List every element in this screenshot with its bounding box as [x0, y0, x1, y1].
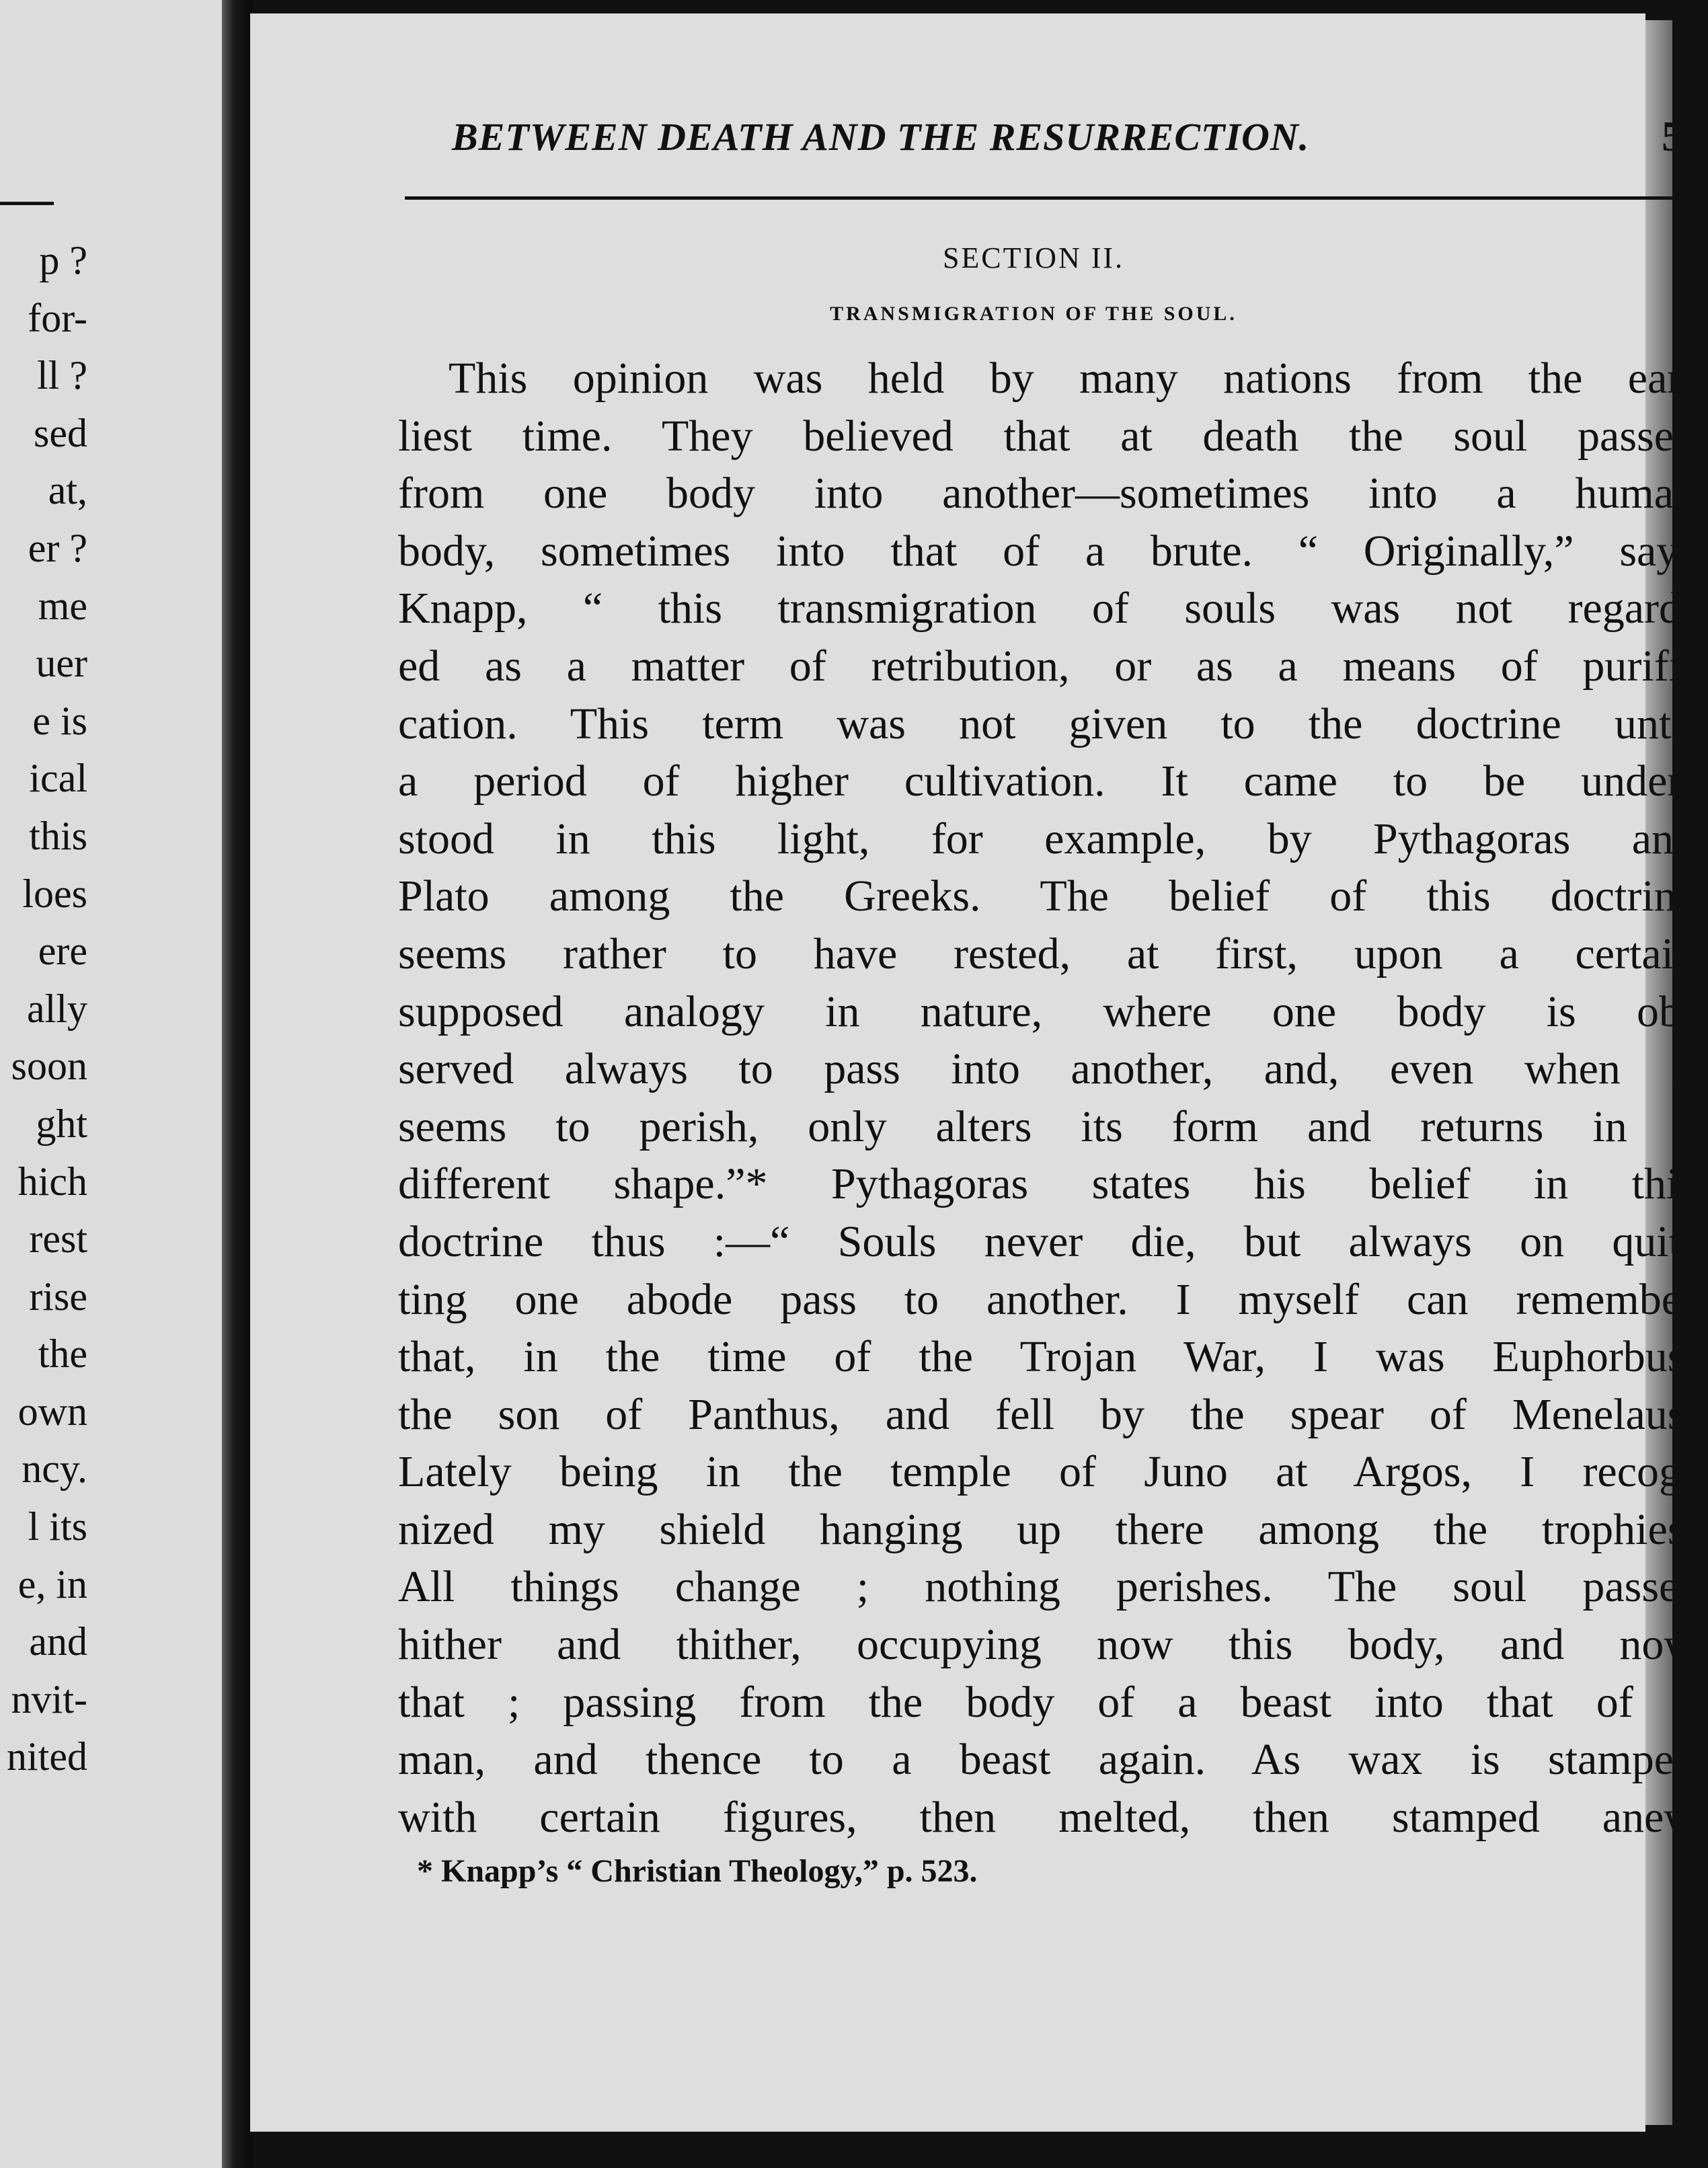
left-line: own	[17, 1389, 87, 1434]
header-rule	[405, 196, 1682, 200]
left-line: nvit-	[11, 1676, 87, 1721]
text-line: from one body into another—sometimes into a human	[398, 469, 1696, 518]
text-line: stood in this light, for example, by Pythagoras and	[398, 814, 1696, 863]
left-page-text	[7, 232, 87, 1786]
text-line: cation. This term was not given to the doctrine until	[398, 699, 1696, 748]
text-line: nized my shield hanging up there among the trophies.	[398, 1504, 1696, 1554]
left-line: soon	[11, 1044, 87, 1089]
text-line: the son of Panthus, and fell by the spear of Menelaus.	[398, 1389, 1696, 1439]
text-line: different shape.”* Pythagoras states his belief in this	[398, 1159, 1696, 1209]
text-line: doctrine thus :—“ Souls never die, but always on quit-	[398, 1216, 1696, 1266]
text-line: ed as a matter of retribution, or as a means of purifi-	[398, 641, 1696, 691]
text-line: All things change ; nothing perishes. The soul passes	[398, 1562, 1696, 1612]
text-line: with certain figures, then melted, then stamped anew	[398, 1792, 1696, 1842]
page-number: 55	[1662, 112, 1706, 160]
left-line: and	[29, 1619, 87, 1664]
left-line: e, in	[17, 1561, 87, 1606]
text-line: that ; passing from the body of a beast into that of a	[398, 1677, 1696, 1727]
left-line: uer	[36, 641, 87, 686]
text-line: body, sometimes into that of a brute. “ Originally,” says	[398, 526, 1696, 576]
text-line: supposed analogy in nature, where one body is ob-	[398, 986, 1696, 1036]
left-line: me	[38, 583, 87, 628]
section-title: SECTION II.	[942, 241, 1125, 274]
text-line: served always to pass into another, and, even when it	[398, 1044, 1696, 1094]
text-line: man, and thence to a beast again. As wax is stamped	[398, 1735, 1696, 1785]
left-line: at,	[48, 468, 87, 513]
running-head-title: BETWEEN DEATH AND THE RESURRECTION.	[452, 115, 1310, 159]
footnote: * Knapp’s “ Christian Theology,” p. 523.	[417, 1853, 978, 1889]
book-gutter	[222, 0, 252, 2168]
running-head	[452, 114, 1706, 159]
left-line: p ?	[39, 238, 87, 282]
text-line: hither and thither, occupying now this body, and now	[398, 1620, 1696, 1670]
body-text	[398, 350, 1696, 1846]
text-line: liest time. They believed that at death the soul passed	[398, 411, 1696, 461]
text-line: seems rather to have rested, at first, upon a certain	[398, 929, 1696, 978]
left-line: ght	[36, 1101, 87, 1146]
left-line: for-	[28, 295, 87, 340]
left-page-rule	[0, 202, 54, 205]
left-line: sed	[34, 410, 87, 455]
left-line: ll ?	[37, 353, 87, 398]
text-line: a period of higher cultivation. It came to be under-	[398, 757, 1696, 806]
left-line: ncy.	[22, 1446, 87, 1492]
text-line: Lately being in the temple of Juno at Argos, I recog-	[398, 1447, 1696, 1497]
left-line: ally	[27, 986, 87, 1031]
section-subtitle: TRANSMIGRATION OF THE SOUL.	[830, 303, 1237, 325]
left-line: ical	[29, 756, 87, 801]
main-page	[250, 13, 1706, 2132]
text-line: This opinion was held by many nations from the ear-	[449, 354, 1696, 403]
left-line: l its	[28, 1504, 87, 1549]
left-line: er ?	[28, 525, 87, 570]
left-line: nited	[7, 1734, 87, 1779]
text-line: Knapp, “ this transmigration of souls was not regard-	[398, 584, 1696, 633]
text-line: that, in the time of the Trojan War, I was Euphorbus,	[398, 1332, 1696, 1382]
left-line: hich	[17, 1159, 87, 1204]
text-line: ting one abode pass to another. I myself can remember	[398, 1274, 1696, 1324]
left-line: this	[29, 813, 87, 858]
left-line: ere	[38, 929, 87, 974]
left-line: rise	[29, 1274, 87, 1319]
left-facing-page	[0, 0, 222, 2168]
left-line: rest	[29, 1216, 87, 1262]
left-line: e is	[32, 698, 87, 743]
left-line: the	[38, 1331, 87, 1377]
text-line: Plato among the Greeks. The belief of this doctrine	[398, 872, 1696, 921]
left-line: loes	[22, 871, 87, 916]
text-line: seems to perish, only alters its form and returns in a	[398, 1101, 1696, 1151]
